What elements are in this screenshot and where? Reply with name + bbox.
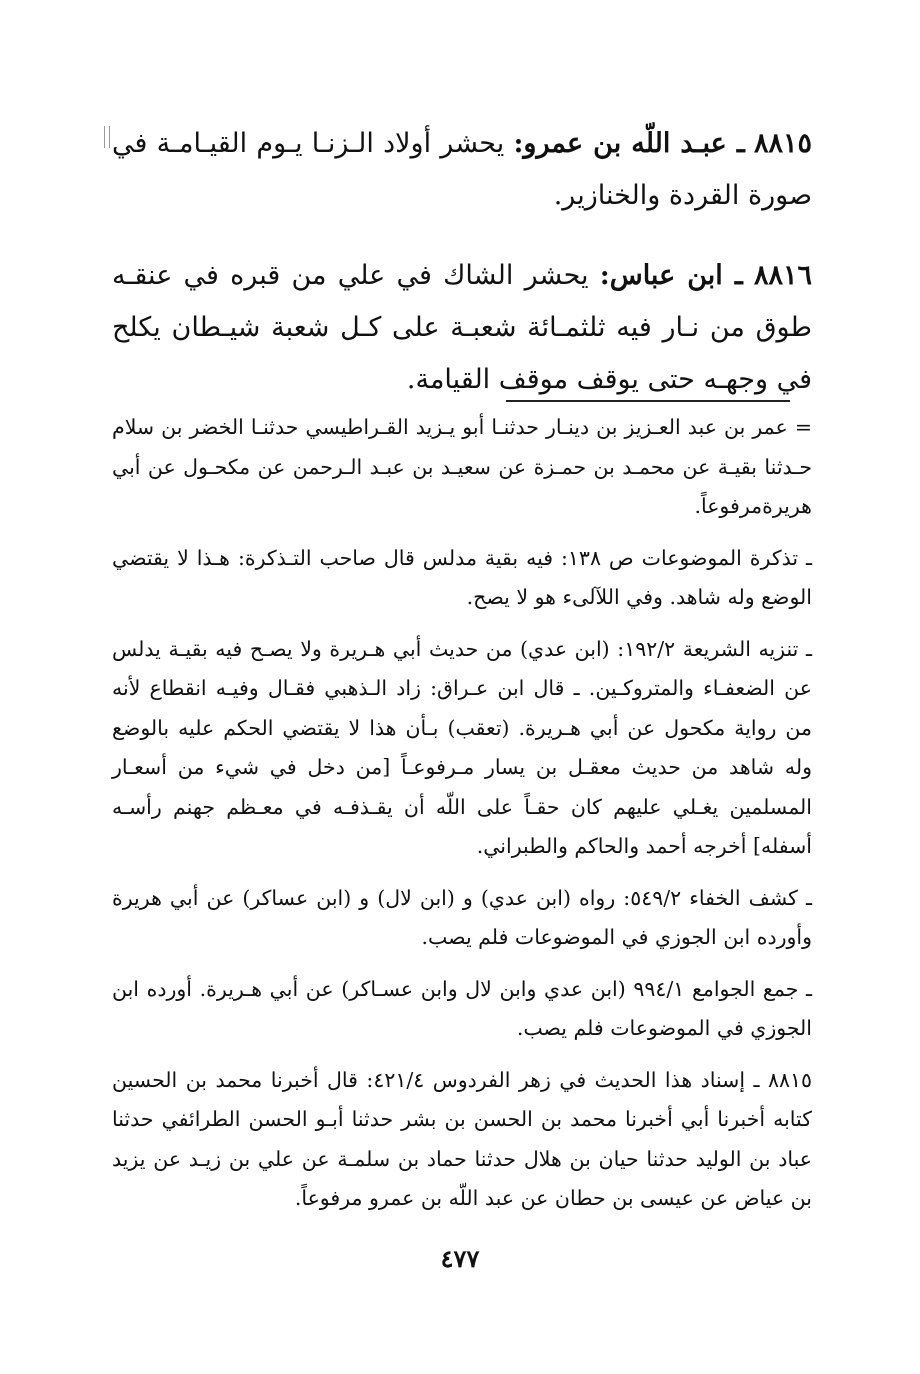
footnote: = عمر بن عبد العـزيز بن دينـار حدثنـا أبو يـزيد القـراطيسي حدثنـا الخضر بن سلام حـدثنا بقيـة عن محمـد بن حمـزة عن سعيـد بن عبـد الـرحمن عن مكحـول عن أبي هريرةمرفوعاً. xyxy=(112,415,812,518)
footnotes xyxy=(112,408,812,1231)
footnote: ـ تذكرة الموضوعات ص ١٣٨: فيه بقية مدلس قال صاحب التـذكرة: هـذا لا يقتضي الوضع وله شاهد. وفي اللآلىء هو لا يصح. xyxy=(112,545,812,609)
footnote: ـ كشف الخفاء ٥٤٩/٢: رواه (ابن عدي) و (ابن لال) و (ابن عساكر) عن أبي هريرة وأورده ابن الجوزي في الموضوعات فلم يصب. xyxy=(112,885,812,949)
dash: ـ xyxy=(726,128,745,159)
hadith-number: ٨٨١٦ xyxy=(754,260,813,291)
footnote-divider xyxy=(506,400,790,402)
footnote: ـ جمع الجوامع ٩٩٤/١ (ابن عدي وابن لال وابن عسـاكر) عن أبي هـريرة. أورده ابن الجوزي في الموضوعات فلم يصب. xyxy=(112,976,813,1040)
hadith-text: يحشر أولاد الـزنـا يـوم القيـامـة في صورة القردة والخنازير. xyxy=(112,128,812,211)
footnote: ـ تنزيه الشريعة ١٩٢/٢: (ابن عدي) من حديث أبي هـريرة ولا يصـح فيه بقيـة يدلس عن الضعفـاء والمتروكـين. ـ قال ابن عـراق: زاد الـذهبي فقـال وفيـه انقطاع لأنه من رواية مكحول عن أبي هـريرة. (تعقب) بـأن هذا لا يقتضي الحكم عليه بالوضع وله شاهد من حديث معقـل بن يسار مـرفوعـاً [من دخل في شيء من أسعـار المسلمين يغـلي عليهم كان حقـاً على اللّه أن يقـذفـه في معـظم جهنم رأسـه أسفله] أخرجه أحمد والحاكم والطبراني. xyxy=(112,636,812,858)
footnote: ٨٨١٥ ـ إسناد هذا الحديث في زهر الفردوس ٤٢١/٤: قال أخبرنا محمد بن الحسين كتابه أخبرنا أبي أخبرنا محمد بن الحسن بن بشر حدثنا أبـو الحسن الطرائفي حدثنا عباد بن الوليد حدثنا حيان بن هلال حدثنا حماد بن سلمـة عن علي بن زيـد عن يزيد بن عياض عن عيسى بن حطان عن عبد اللّه بن عمرو مرفوعاً. xyxy=(112,1067,812,1210)
hadith-narrator: ابن عباس: xyxy=(599,260,723,291)
hadith-8815 xyxy=(112,118,812,222)
hadith-8816 xyxy=(112,250,812,406)
margin-mark xyxy=(104,126,110,148)
hadith-number: ٨٨١٥ xyxy=(753,128,812,159)
page-number: ٤٧٧ xyxy=(440,1244,480,1273)
hadith-text: يحشر الشاك في علي من قبره في عنقـه طوق من نـار فيه ثلثمـائة شعبـة على كـل شعبة شيـطان يكلح في وجهـه حتى يوقف موقف القيامة. xyxy=(112,260,812,395)
main-text xyxy=(112,118,812,434)
hadith-narrator: عبـد اللّه بن عمرو: xyxy=(513,128,727,159)
dash: ـ xyxy=(722,260,743,291)
